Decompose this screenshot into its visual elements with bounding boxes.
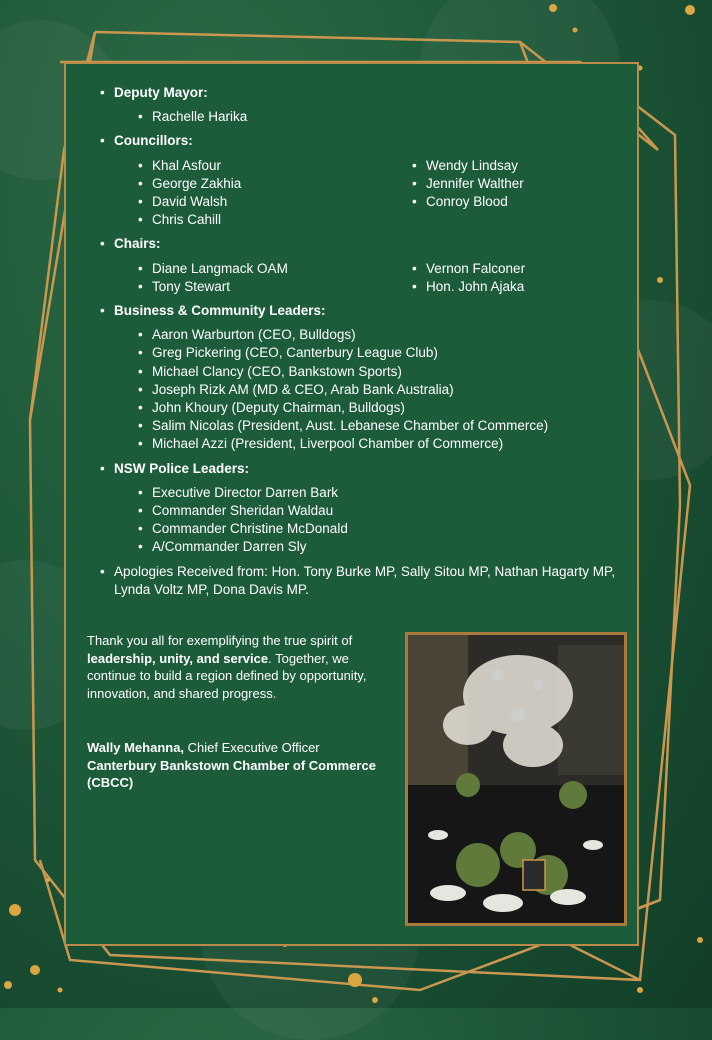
list-item: • Tony Stewart	[138, 278, 412, 296]
list-item: • Commander Christine McDonald	[138, 520, 640, 538]
list-item: • Michael Clancy (CEO, Bankstown Sports)	[138, 363, 640, 381]
list-item: • Joseph Rizk AM (MD & CEO, Arab Bank Australia)	[138, 381, 640, 399]
list-item: • Executive Director Darren Bark	[138, 484, 640, 502]
list-item: • David Walsh	[138, 193, 412, 211]
list-item: • Vernon Falconer	[412, 260, 525, 278]
list-item: • John Khoury (Deputy Chairman, Bulldogs)	[138, 399, 640, 417]
signatory-organisation: Canterbury Bankstown Chamber of Commerce (CBCC)	[87, 757, 376, 791]
signatory-name: Wally Mehanna,	[87, 740, 185, 755]
list-item: • Michael Azzi (President, Liverpool Chamber of Commerce)	[138, 435, 640, 453]
list-item: • Aaron Warburton (CEO, Bulldogs)	[138, 326, 640, 344]
deputy-mayor-section	[100, 84, 640, 126]
police-section	[100, 460, 640, 557]
apologies-text: Apologies Received from: Hon. Tony Burke MP, Sally Sitou MP, Nathan Hagarty MP, Lynda Voltz MP, Dona Davis MP.	[114, 563, 616, 597]
councillors-section	[100, 132, 640, 229]
guest-list	[100, 84, 640, 605]
list-item: • George Zakhia	[138, 175, 412, 193]
section-heading: • NSW Police Leaders:	[114, 460, 250, 476]
list-item: • Conroy Blood	[412, 193, 524, 211]
section-heading: • Business & Community Leaders:	[114, 303, 326, 319]
section-heading: • Deputy Mayor:	[114, 85, 208, 100]
list-item: • Commander Sheridan Waldau	[138, 502, 640, 520]
event-photo	[405, 632, 627, 926]
list-item: • Khal Asfour	[138, 157, 412, 175]
list-item: • Jennifer Walther	[412, 175, 524, 193]
list-item: • A/Commander Darren Sly	[138, 538, 640, 556]
list-item: • Rachelle Harika	[138, 108, 640, 126]
list-item: • Greg Pickering (CEO, Canterbury League Club)	[138, 344, 640, 362]
chandelier-table-image	[408, 635, 624, 923]
thank-you-paragraph	[87, 632, 387, 702]
thanks-text-start: Thank you all for exemplifying the true spirit of	[87, 633, 353, 648]
signature-block	[87, 739, 387, 792]
list-item: • Chris Cahill	[138, 211, 412, 229]
apologies-item	[100, 563, 640, 599]
thanks-bold-text: leadership, unity, and service	[87, 650, 269, 666]
list-item: • Diane Langmack OAM	[138, 260, 412, 278]
section-heading: • Chairs:	[114, 236, 161, 252]
list-item: • Salim Nicolas (President, Aust. Lebanese Chamber of Commerce)	[138, 417, 640, 435]
chairs-section	[100, 235, 640, 296]
thanks-text-end: . Together, we continue to build a region defined by opportunity, innovation, and shared progress.	[87, 650, 367, 701]
business-section	[100, 302, 640, 454]
section-heading: • Councillors:	[114, 133, 193, 149]
list-item: • Wendy Lindsay	[412, 157, 524, 175]
signatory-role: Chief Executive Officer	[184, 740, 320, 755]
list-item: • Hon. John Ajaka	[412, 278, 525, 296]
